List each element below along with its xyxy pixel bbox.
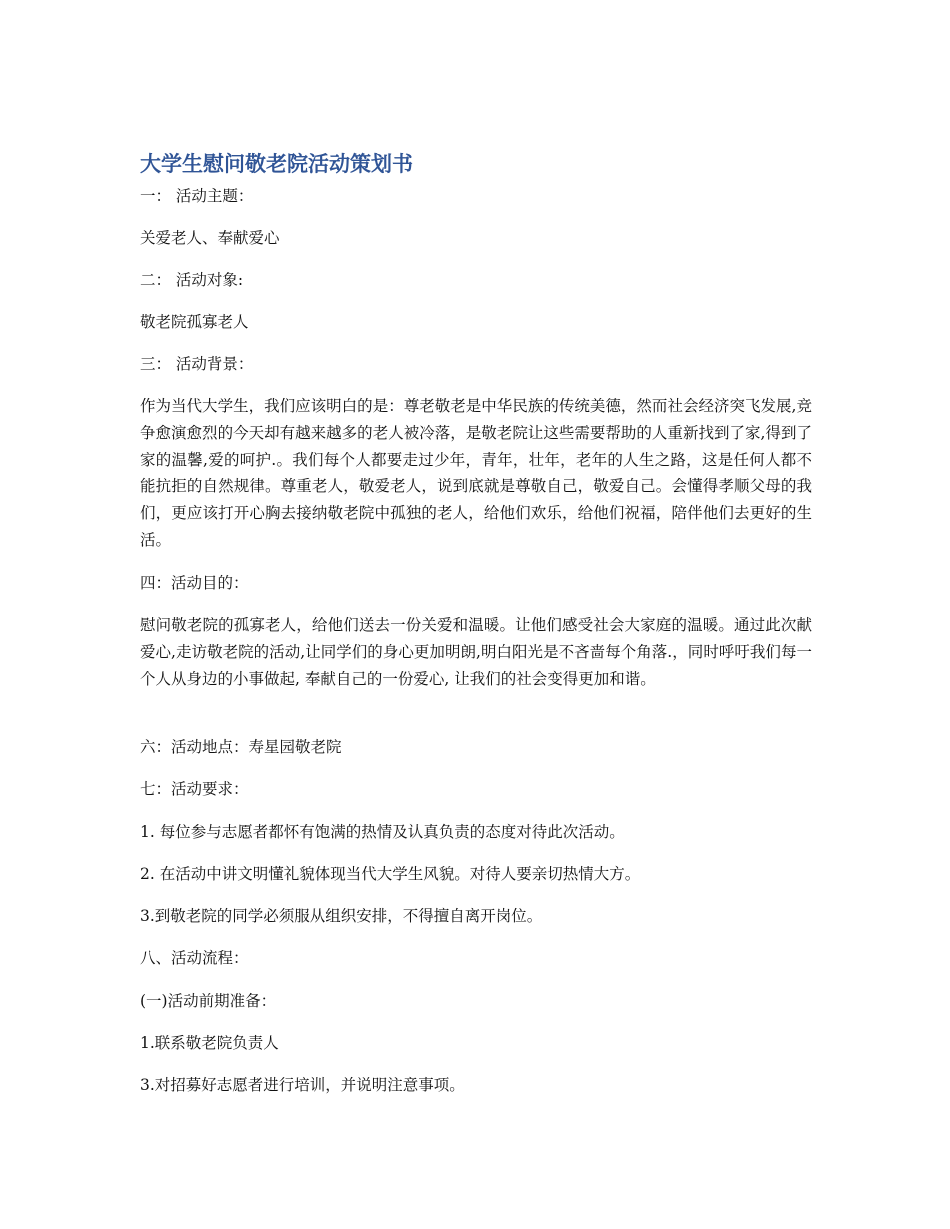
section-7-heading: 七：活动要求：: [140, 780, 249, 798]
preparation-item-3: 3.对招募好志愿者进行培训，并说明注意事项。: [140, 1076, 465, 1094]
preparation-heading: (一)活动前期准备：: [140, 992, 277, 1010]
document-title: 大学生慰问敬老院活动策划书: [140, 152, 413, 176]
section-1-heading: 一： 活动主题：: [140, 187, 254, 205]
section-8-heading: 八、活动流程：: [140, 949, 249, 967]
section-4-heading: 四：活动目的：: [140, 574, 249, 592]
section-2-heading: 二： 活动对象:: [140, 271, 244, 289]
section-3-body: 作为当代大学生，我们应该明白的是：尊老敬老是中华民族的传统美德，然而社会经济突飞发展,竞争愈演愈烈的今天却有越来越多的老人被冷落，是敬老院让这些需要帮助的人重新找到了家,得到了家的温馨,爱的呵护.。我们每个人都要走过少年，青年，壮年，老年的人生之路，这是任何人都不能抗拒的自然规律。尊重老人，敬爱老人，说到底就是尊敬自己，敬爱自己。会懂得孝顺父母的我们，更应该打开心胸去接纳敬老院中孤独的老人，给他们欢乐，给他们祝福，陪伴他们去更好的生活。: [140, 397, 812, 549]
requirement-2: 2. 在活动中讲文明懂礼貌体现当代大学生风貌。对待人要亲切热情大方。: [140, 865, 641, 883]
section-6-location: 六：活动地点：寿星园敬老院: [140, 738, 342, 756]
section-3-heading: 三： 活动背景：: [140, 355, 254, 373]
section-2-body: 敬老院孤寡老人: [140, 313, 249, 331]
requirement-3: 3.到敬老院的同学必须服从组织安排，不得擅自离开岗位。: [140, 907, 543, 925]
section-1-body: 关爱老人、奉献爱心: [140, 229, 280, 247]
preparation-item-1: 1.联系敬老院负责人: [140, 1034, 279, 1052]
requirement-1: 1. 每位参与志愿者都怀有饱满的热情及认真负责的态度对待此次活动。: [140, 823, 625, 841]
section-4-body: 慰问敬老院的孤寡老人，给他们送去一份关爱和温暖。让他们感受社会大家庭的温暖。通过此次献爱心,走访敬老院的活动,让同学们的身心更加明朗,明白阳光是不吝啬每个角落.，同时呼吁我们每一个人从身边的小事做起, 奉献自己的一份爱心, 让我们的社会变得更加和谐。: [140, 616, 812, 688]
